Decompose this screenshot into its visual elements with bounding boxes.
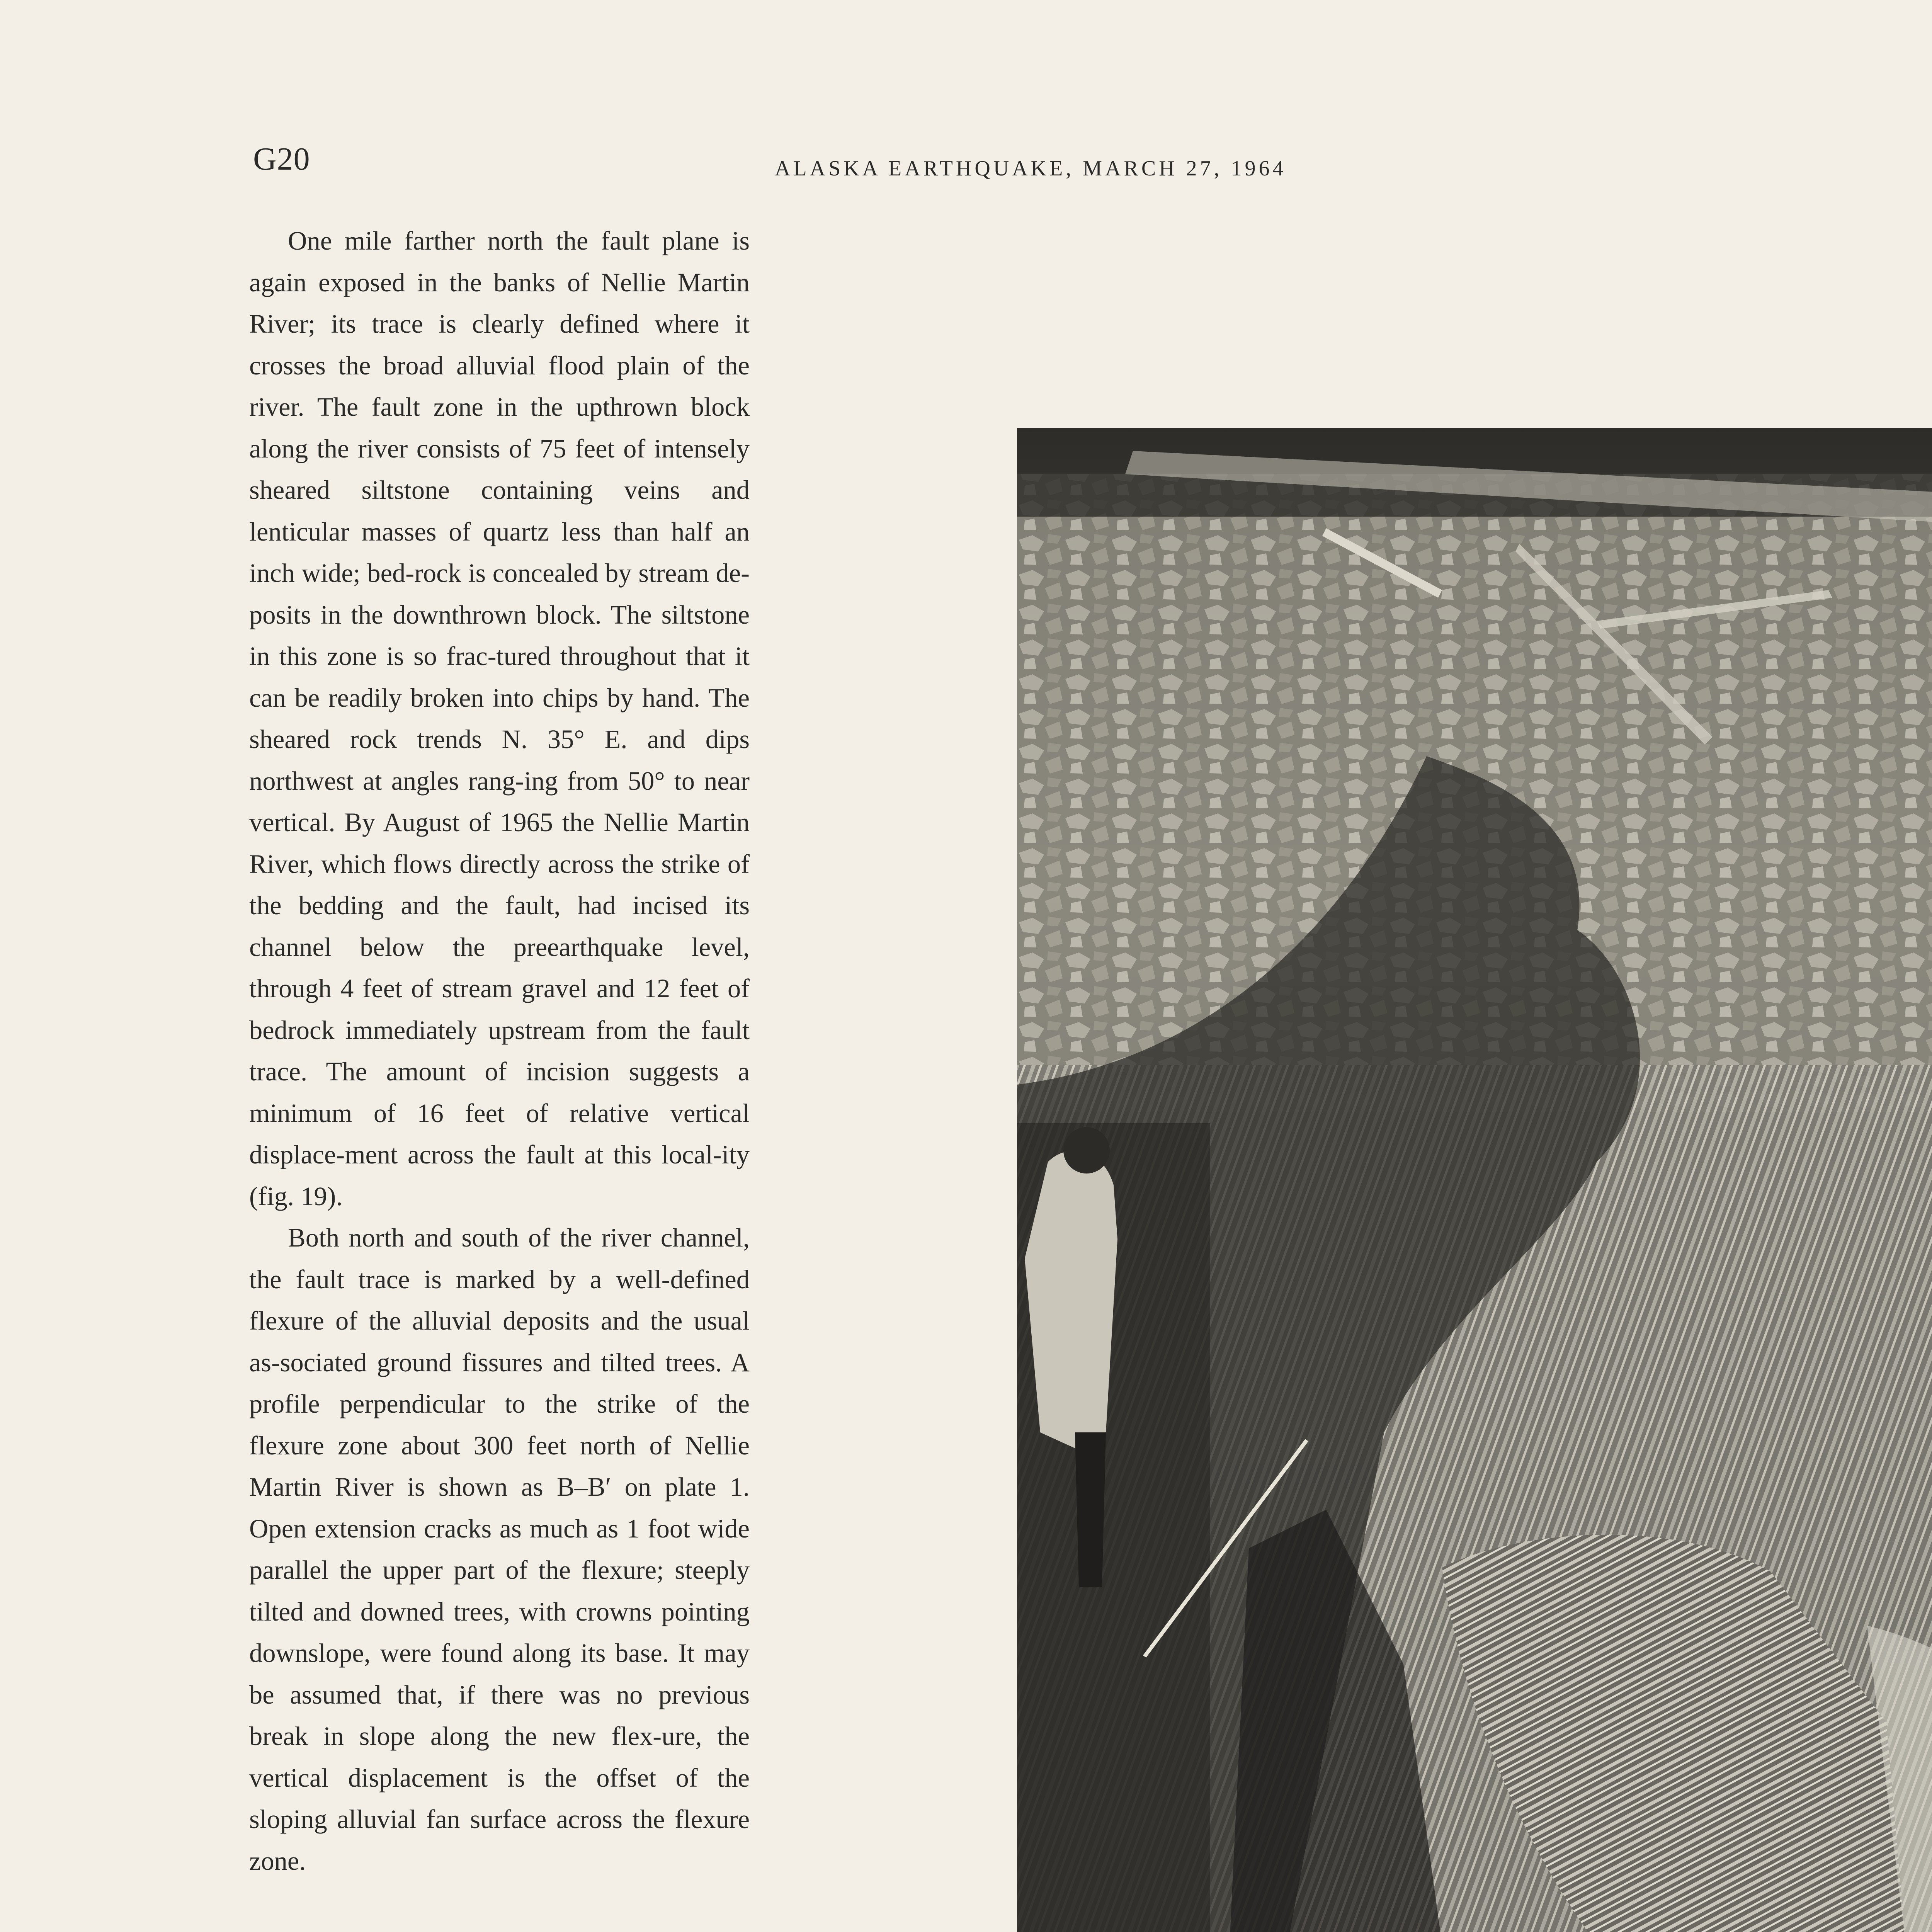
figure-19-photograph — [1017, 428, 1932, 1932]
body-text-column — [249, 220, 750, 1882]
body-paragraph: Both north and south of the river channel, the fault trace is marked by a well-defined flexure of the alluvial deposits and the usual as-sociated ground fissures and tilted trees. A profile perpendicular to the strike of the flexure zone about 300 feet north of Nellie Martin River is shown as B–B′ on plate 1. Open extension cracks as much as 1 foot wide parallel the upper part of the flexure; steeply tilted and downed trees, with crowns pointing downslope, were found along its base. It may be assumed that, if there was no previous break in slope along the new flex-ure, the vertical displacement is the offset of the sloping alluvial fan surface across the flexure zone. — [249, 1223, 750, 1876]
running-head: ALASKA EARTHQUAKE, MARCH 27, 1964 — [775, 156, 1287, 180]
body-paragraph: One mile farther north the fault plane is again exposed in the banks of Nellie Martin River; its trace is clearly defined where it crosses the broad alluvial flood plain of the river. The fault zone in the upthrown block along the river consists of 75 feet of intensely sheared siltstone containing veins and lenticular masses of quartz less than half an inch wide; bed-rock is concealed by stream de-posits in the downthrown block. The siltstone in this zone is so frac-tured throughout that it can be readily broken into chips by hand. The sheared rock trends N. 35° E. and dips northwest at angles rang-ing from 50° to near vertical. By August of 1965 the Nellie Martin River, which flows directly across the strike of the bedding and the fault, had incised its channel below the preearthquake level, through 4 feet of stream gravel and 12 feet of bedrock immediately upstream from the fault trace. The amount of incision suggests a minimum of 16 feet of relative vertical displace-ment across the fault at this local-ity (fig. 19). — [249, 226, 750, 1211]
page-number: G20 — [253, 141, 310, 177]
